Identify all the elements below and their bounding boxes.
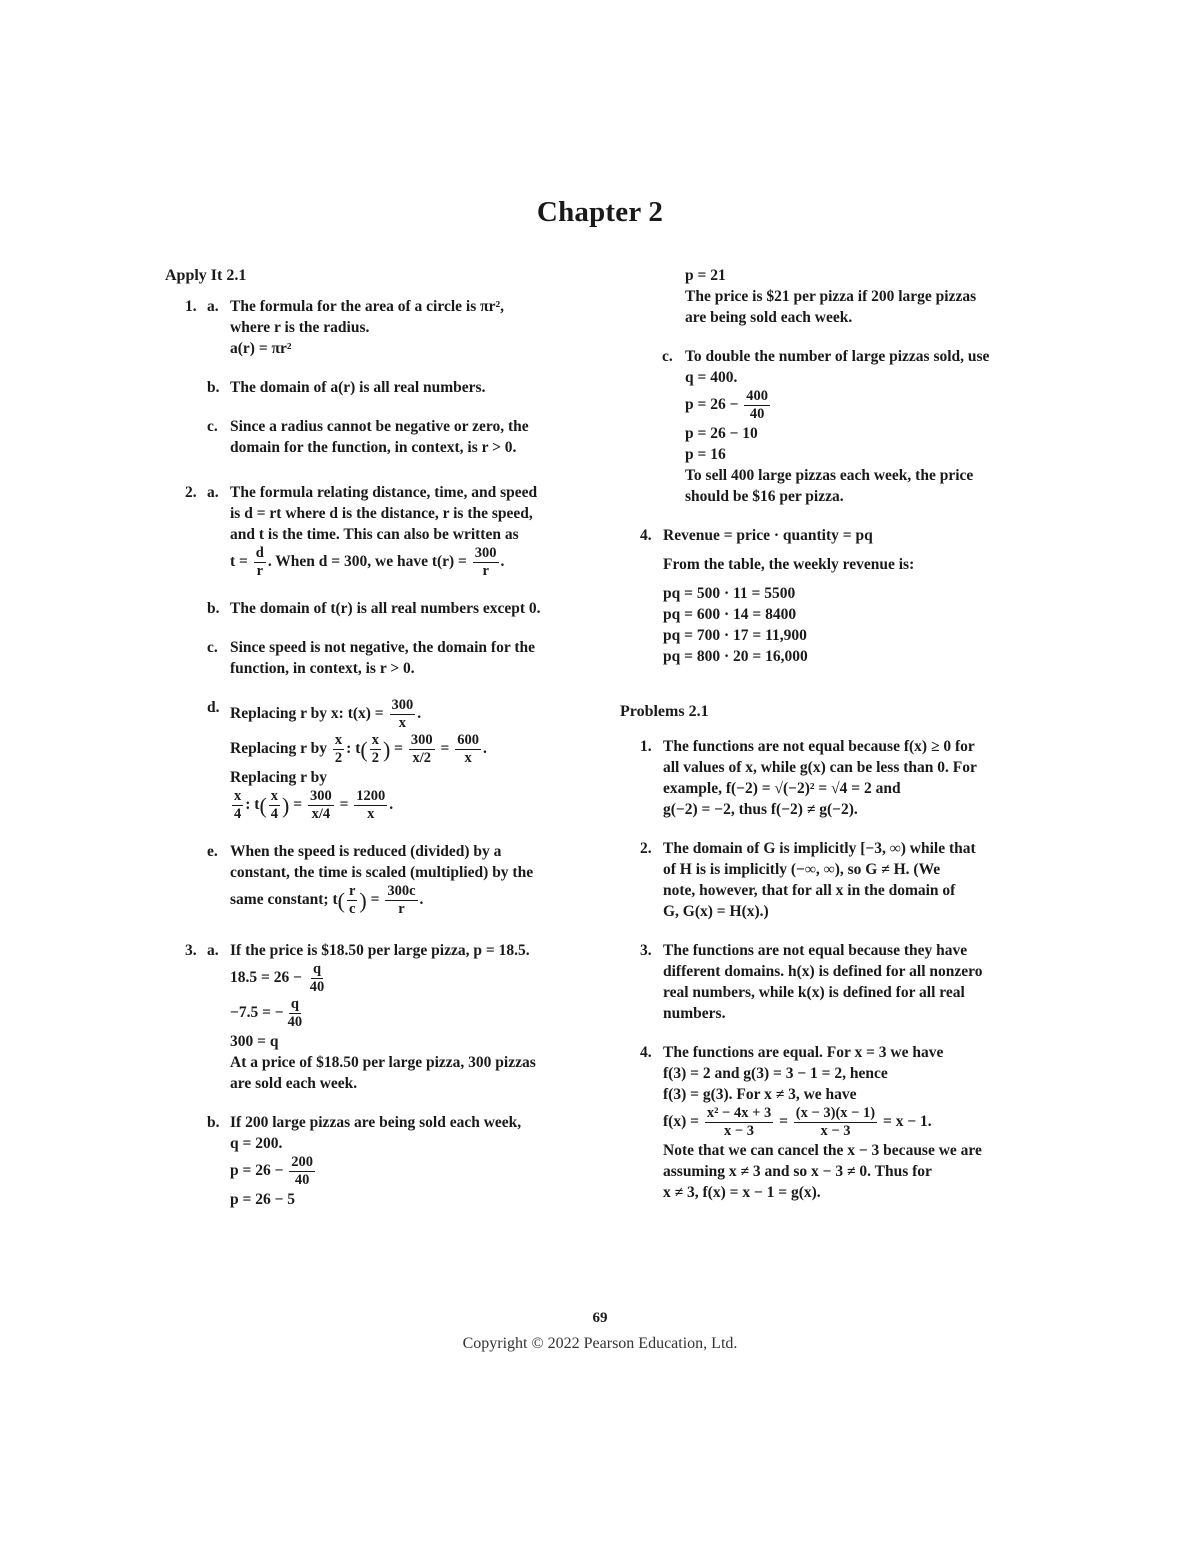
question-2b: [165, 598, 585, 619]
question-2c: [165, 637, 585, 679]
problem-number: 2.: [640, 840, 652, 857]
question-3a: [165, 940, 585, 1094]
section-heading-problems: Problems 2.1: [620, 703, 709, 720]
fraction: $\frac{q}{40}$: [287, 996, 303, 1030]
question-3b: [165, 1112, 585, 1210]
equation: $\frac{x}{4}$ : t( $\frac{x}{4}$ ) = $\frac{300}{x/4}$ = $\frac{1200}{x}$ .: [234, 788, 394, 822]
problem-3: [620, 940, 1040, 1024]
fraction: $\frac{x}{4}$: [270, 788, 279, 822]
text-line: Since speed is not negative, the domain for the: [230, 639, 535, 656]
equation: p = 26 − $\frac{200}{40}$: [230, 1154, 314, 1188]
text-line: function, in context, is r > 0.: [230, 660, 415, 677]
text-line: Since a radius cannot be negative or zero, the: [230, 418, 529, 435]
text-line: are being sold each week.: [685, 309, 853, 326]
equation: t = $\frac{d}{r}$ . When d = 300, we have t(r) = $\frac{300}{r}$ .: [230, 545, 505, 579]
fraction: $\frac{x}{2}$: [334, 732, 343, 766]
equation: q = 200.: [230, 1135, 283, 1152]
text-line: is d = rt where d is the distance, r is the speed,: [230, 505, 533, 522]
equation: same constant; t( $\frac{r}{c}$ ) = $\frac{300c}{r}$ .: [230, 883, 424, 917]
fraction: $\frac{300}{r}$: [474, 545, 497, 579]
part-label: e.: [207, 843, 218, 860]
text-line: G, G(x) = H(x).): [663, 903, 769, 920]
text-line: Replacing r by: [230, 769, 328, 786]
equation: f(x) = $\frac{\text{x² − 4x + 3}}{x - 3}$ = $\frac{(x - 3)(x - 1)}{x - 3}$ = x − 1.: [663, 1105, 932, 1139]
fraction: $\frac{300}{x/4}$: [309, 788, 332, 822]
question-1b: [165, 377, 585, 398]
text-line: domain for the function, in context, is r > 0.: [230, 439, 517, 456]
text-line: where r is the radius.: [230, 319, 370, 336]
fraction: $\frac{600}{x}$: [457, 732, 479, 766]
text-line: note, however, that for all x in the domain of: [663, 882, 956, 899]
fraction: $\frac{300c}{r}$: [387, 883, 416, 917]
fraction: $\frac{(x - 3)(x - 1)}{x - 3}$: [795, 1105, 876, 1139]
text-line: real numbers, while k(x) is defined for all real: [663, 984, 965, 1001]
equation: Revenue = price · quantity = pq: [663, 527, 873, 544]
part-label: a.: [207, 942, 219, 959]
problem-2: [620, 838, 1040, 922]
equation: 18.5 = 26 − $\frac{q}{40}$: [230, 961, 325, 995]
problem-number: 4.: [640, 1044, 652, 1061]
equation: pq = 700 · 17 = 11,900: [663, 627, 807, 644]
problem-4: [620, 1042, 1040, 1203]
equation: p = 26 − 5: [230, 1191, 296, 1208]
fraction: $\frac{300}{x/2}$: [410, 732, 433, 766]
text-line: From the table, the weekly revenue is:: [663, 556, 915, 573]
question-2a: [165, 482, 585, 580]
right-column: [620, 265, 1040, 1221]
page-title: Chapter 2: [536, 196, 664, 228]
question-1a: [165, 296, 585, 359]
equation: −7.5 = − $\frac{q}{40}$: [230, 996, 303, 1030]
question-2e: [165, 841, 585, 918]
equation: Replacing r by x: t(x) = $\frac{300}{x}$ .: [230, 697, 422, 731]
text-line: The price is $21 per pizza if 200 large pizzas: [685, 288, 977, 305]
fraction: $\frac{1200}{x}$: [356, 788, 386, 822]
text-line: assuming x ≠ 3 and so x − 3 ≠ 0. Thus for: [663, 1163, 932, 1180]
text-line: numbers.: [663, 1005, 726, 1022]
equation: pq = 600 · 14 = 8400: [663, 606, 797, 623]
question-number: 2.: [185, 484, 197, 501]
question-3b-continued: [620, 265, 1040, 328]
part-label: a.: [207, 484, 219, 501]
text-line: f(3) = 2 and g(3) = 3 − 1 = 2, hence: [663, 1065, 888, 1082]
problem-number: 3.: [640, 942, 652, 959]
equation: pq = 800 · 20 = 16,000: [663, 648, 808, 665]
text-line: If 200 large pizzas are being sold each week,: [230, 1114, 522, 1131]
text-line: of H is is implicitly (−∞, ∞), so G ≠ H. (We: [663, 861, 941, 878]
page-number: 69: [592, 1310, 608, 1326]
part-label: a.: [207, 298, 219, 315]
fraction: $\frac{400}{40}$: [746, 388, 769, 422]
question-2d: [165, 697, 585, 823]
equation: p = 21: [685, 267, 726, 284]
part-label: b.: [207, 1114, 220, 1131]
part-label: c.: [207, 639, 218, 656]
copyright-notice: Copyright © 2022 Pearson Education, Ltd.: [462, 1335, 738, 1352]
text-line: Note that we can cancel the x − 3 because we are: [663, 1142, 982, 1159]
equation: Replacing r by $\frac{x}{2}$ : t( $\frac{x}{2}$ ) = $\frac{300}{x/2}$ = $\frac{600}{x}$ .: [230, 732, 487, 766]
question-number: 4.: [640, 527, 652, 544]
equation: p = 26 − 10: [685, 425, 758, 442]
equation: a(r) = πr²: [230, 340, 292, 357]
text-line: To double the number of large pizzas sold, use: [685, 348, 990, 365]
text-line: constant, the time is scaled (multiplied) by the: [230, 864, 534, 881]
part-label: d.: [207, 699, 220, 716]
text-line: f(3) = g(3). For x ≠ 3, we have: [663, 1086, 857, 1103]
fraction: $\frac{x}{2}$: [371, 732, 379, 766]
question-1c: [165, 416, 585, 458]
text-line: should be $16 per pizza.: [685, 488, 844, 505]
part-label: b.: [207, 379, 220, 396]
left-column: [165, 265, 585, 1228]
text-line: The functions are equal. For x = 3 we have: [663, 1044, 944, 1061]
equation: p = 26 − $\frac{400}{40}$: [685, 388, 769, 422]
text-line: The domain of a(r) is all real numbers.: [230, 379, 486, 396]
text-line: all values of x, while g(x) can be less than 0. For: [663, 759, 977, 776]
text-line: The functions are not equal because f(x) ≥ 0 for: [663, 738, 975, 755]
text-line: The formula relating distance, time, and speed: [230, 484, 538, 501]
part-label: b.: [207, 600, 220, 617]
question-number: 3.: [185, 942, 197, 959]
fraction: $\frac{d}{r}$: [255, 545, 264, 579]
text-line: At a price of $18.50 per large pizza, 300 pizzas: [230, 1054, 536, 1071]
equation: 300 = q: [230, 1033, 279, 1050]
equation: p = 16: [685, 446, 726, 463]
fraction: $\frac{x}{4}$: [234, 788, 242, 822]
fraction: $\frac{200}{40}$: [291, 1154, 314, 1188]
part-label: c.: [207, 418, 218, 435]
part-label: c.: [662, 348, 673, 365]
text-line: If the price is $18.50 per large pizza, p = 18.5.: [230, 942, 530, 959]
text-line: and t is the time. This can also be written as: [230, 526, 519, 543]
fraction: $\frac{300}{x}$: [391, 697, 414, 731]
section-heading-apply-it: Apply It 2.1: [165, 267, 247, 284]
question-number: 1.: [185, 298, 197, 315]
text-line: The domain of G is implicitly [−3, ∞) while that: [663, 840, 976, 857]
text-line: The domain of t(r) is all real numbers except 0.: [230, 600, 541, 617]
question-3c: [620, 346, 1040, 507]
equation: pq = 500 · 11 = 5500: [663, 585, 796, 602]
problem-number: 1.: [640, 738, 652, 755]
fraction: $\frac{q}{40}$: [309, 961, 325, 995]
fraction: $\frac{r}{c}$: [348, 883, 356, 917]
text-line: The formula for the area of a circle is πr²,: [230, 298, 504, 315]
text-line: When the speed is reduced (divided) by a: [230, 843, 502, 860]
text-line: different domains. h(x) is defined for all nonzero: [663, 963, 983, 980]
text-line: are sold each week.: [230, 1075, 358, 1092]
text-line: The functions are not equal because they have: [663, 942, 968, 959]
text-line: x ≠ 3, f(x) = x − 1 = g(x).: [663, 1184, 821, 1201]
text-line: g(−2) = −2, thus f(−2) ≠ g(−2).: [663, 801, 858, 818]
question-4: [620, 525, 1040, 667]
fraction: $\frac{\text{x² − 4x + 3}}{x - 3}$: [706, 1105, 772, 1139]
equation: q = 400.: [685, 369, 738, 386]
problem-1: [620, 736, 1040, 820]
text-line: To sell 400 large pizzas each week, the price: [685, 467, 974, 484]
text-line: example, f(−2) = √(−2)² = √4 = 2 and: [663, 780, 901, 797]
